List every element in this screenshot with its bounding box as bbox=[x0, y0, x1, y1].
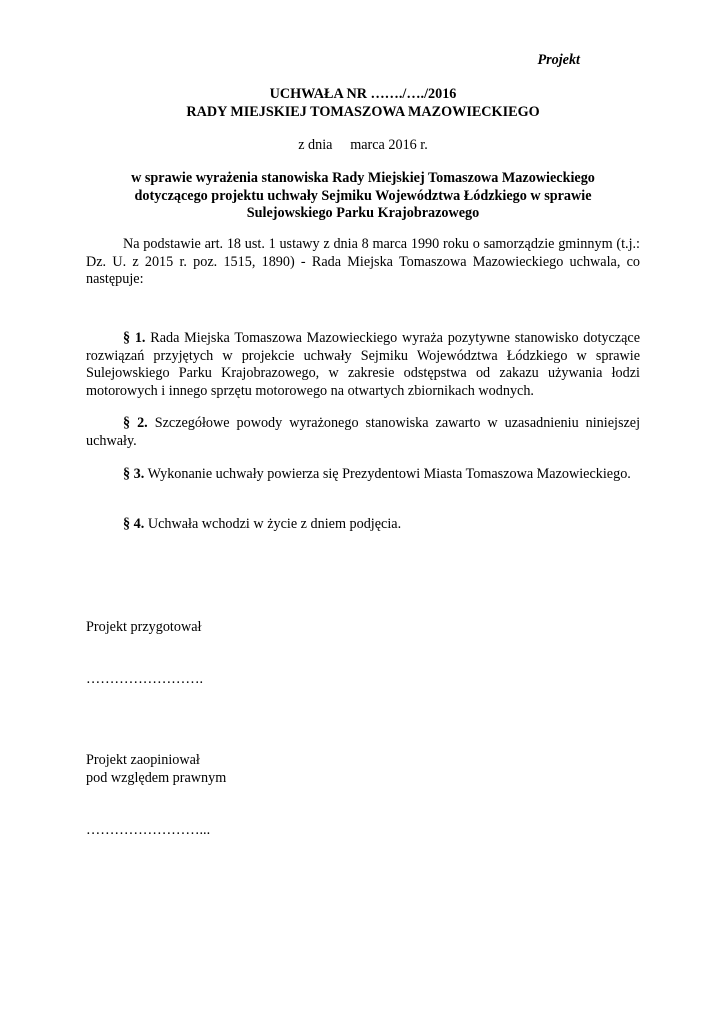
resolution-date: z dnia marca 2016 r. bbox=[298, 137, 428, 153]
subject-line-1: w sprawie wyrażenia stanowiska Rady Miejskiej Tomaszowa Mazowieckiego bbox=[131, 170, 595, 186]
resolution-number: UCHWAŁA NR ……./…./2016 bbox=[269, 86, 457, 102]
council-name: RADY MIEJSKIEJ TOMASZOWA MAZOWIECKIEGO bbox=[186, 104, 540, 120]
paragraph-3 bbox=[86, 466, 640, 484]
paragraph-2 bbox=[86, 415, 640, 450]
paragraph-1-number: § 1. bbox=[123, 330, 146, 346]
resolution-subject bbox=[86, 170, 640, 223]
paragraph-4-number: § 4. bbox=[123, 516, 145, 532]
subject-line-3: Sulejowskiego Parku Krajobrazowego bbox=[246, 205, 480, 221]
reviewed-by-sublabel: pod względem prawnym bbox=[86, 769, 227, 786]
subject-line-2: dotyczącego projektu uchwały Sejmiku Województwa Łódzkiego w sprawie bbox=[134, 187, 592, 204]
projekt-label: Projekt bbox=[537, 52, 580, 68]
paragraph-3-text: Wykonanie uchwały powierza się Prezydentowi Miasta Tomaszowa Mazowieckiego. bbox=[147, 466, 631, 482]
paragraph-1 bbox=[86, 330, 640, 400]
prepared-by-label: Projekt przygotował bbox=[86, 619, 202, 635]
paragraph-3-number: § 3. bbox=[123, 466, 145, 482]
prepared-by-signature-line: ……………………. bbox=[86, 671, 204, 687]
paragraph-4 bbox=[86, 516, 640, 534]
paragraph-2-text: Szczegółowe powody wyrażonego stanowiska zawarto w uzasadnieniu niniejszej uchwały. bbox=[86, 415, 641, 449]
reviewed-by-signature-line: ……………………... bbox=[86, 822, 211, 838]
paragraph-4-text: Uchwała wchodzi w życie z dniem podjęcia. bbox=[147, 516, 402, 532]
paragraph-2-number: § 2. bbox=[123, 415, 148, 431]
legal-basis: Na podstawie art. 18 ust. 1 ustawy z dnia 8 marca 1990 roku o samorządzie gminnym (t.j.: Dz. U. z 2015 r. poz. 1515, 1890) - Rada Miejska Tomaszowa Mazowieckiego uchwala, co następuje: bbox=[86, 236, 640, 288]
reviewed-by-block bbox=[86, 752, 486, 787]
paragraph-1-text: Rada Miejska Tomaszowa Mazowieckiego wyraża pozytywne stanowisko dotyczące rozwiązań przyjętych w projekcie uchwały Sejmiku Województwa Łódzkiego w sprawie Sulejowskiego Parku Krajobrazowego, w zakresie odstępstwa od zakazu używania łodzi motorowych i innego sprzętu motorowego na otwartych zbiornikach wodnych. bbox=[86, 330, 640, 399]
reviewed-by-label: Projekt zaopiniował bbox=[86, 752, 200, 768]
